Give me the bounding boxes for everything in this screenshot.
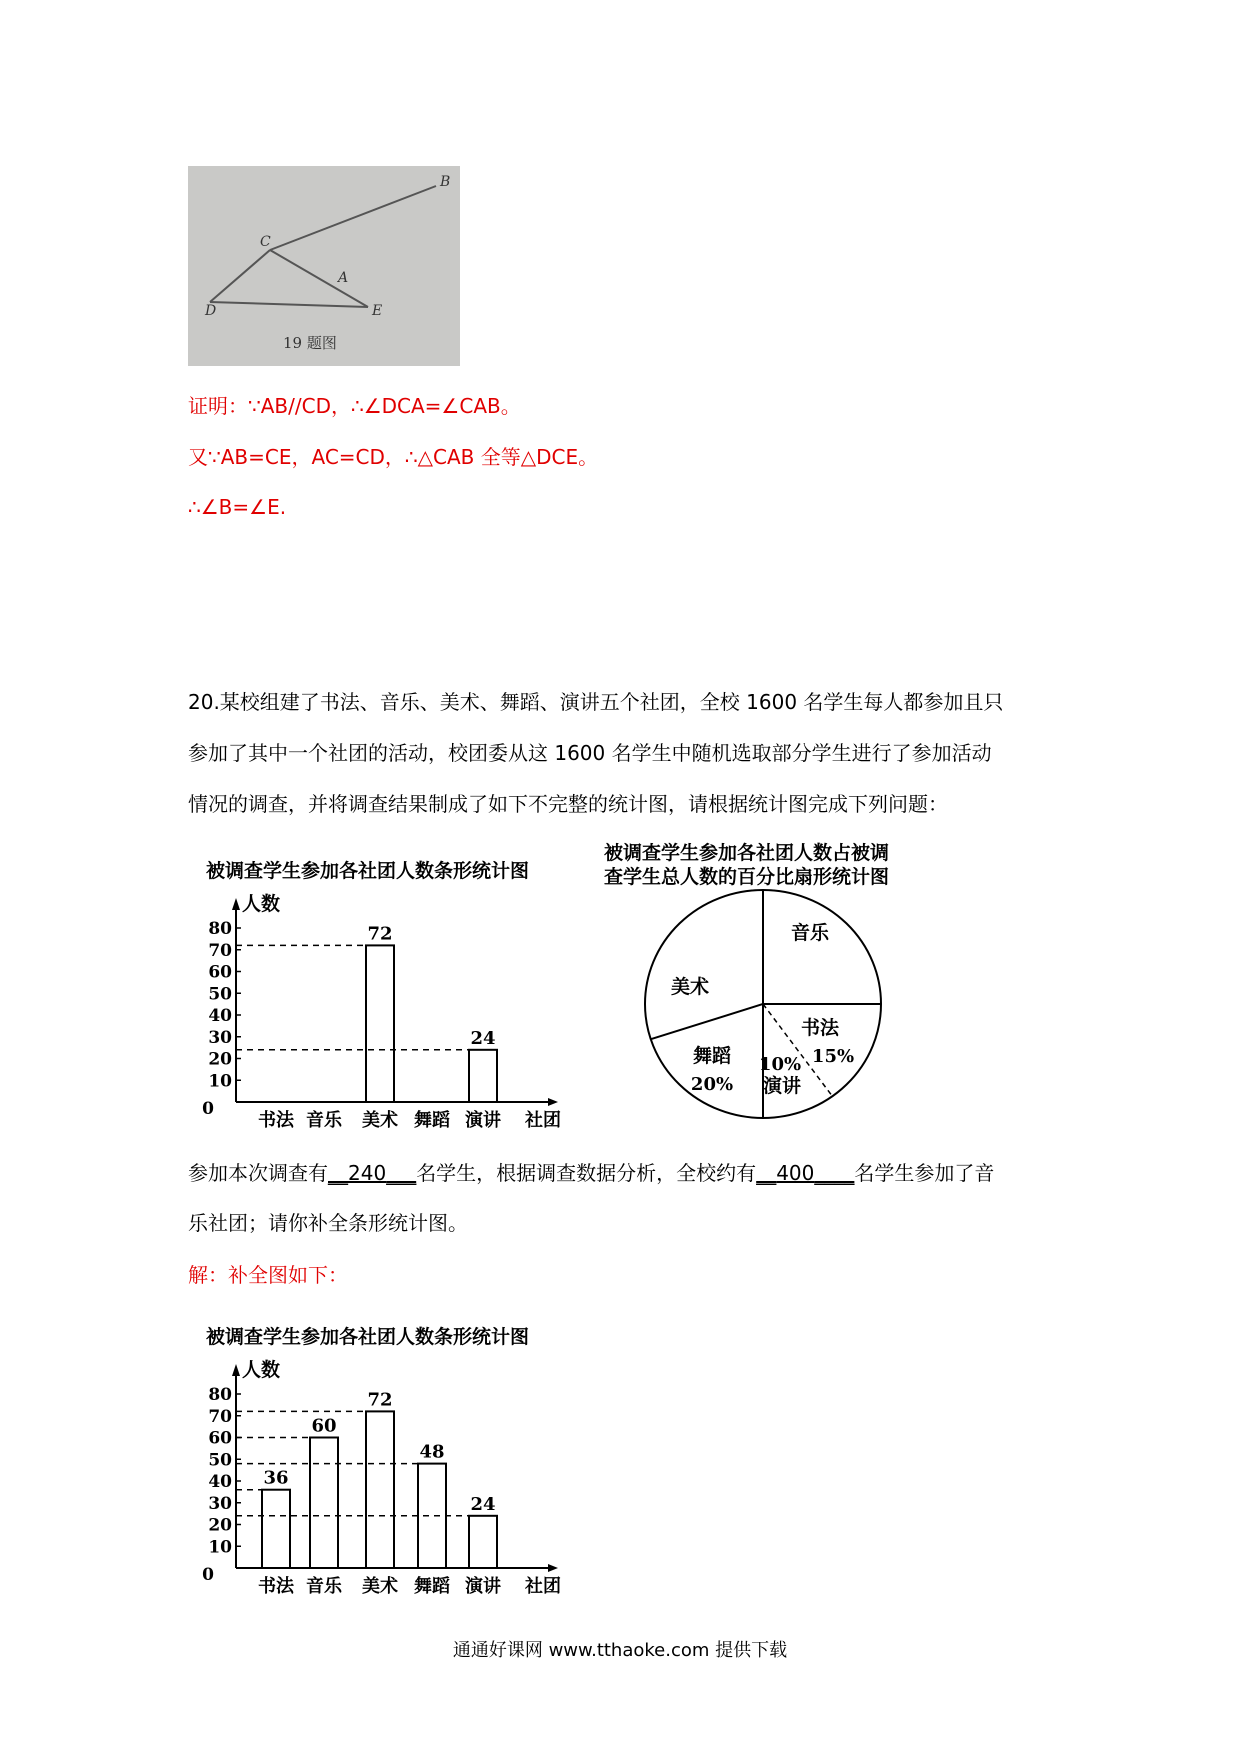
bar xyxy=(469,1050,497,1102)
bar xyxy=(418,1464,446,1568)
y-axis-label: 人数 xyxy=(242,893,281,915)
pie-slice-name: 书法 xyxy=(800,1017,840,1039)
y-tick-label: 10 xyxy=(208,1537,232,1558)
x-axis-label: 社团 xyxy=(525,1110,561,1130)
answer-line-1 xyxy=(188,1159,1068,1187)
data-label: 24 xyxy=(470,1027,496,1049)
answer-text-a: 参加本次调查有 xyxy=(188,1161,328,1185)
answer-text-c: 名学生参加了音 xyxy=(854,1161,995,1185)
x-tick-label: 演讲 xyxy=(465,1110,501,1130)
pie-slice-percent: 10% xyxy=(758,1054,802,1075)
y-tick-label: 80 xyxy=(208,1385,232,1405)
answer-line-2: 乐社团；请你补全条形统计图。 xyxy=(188,1211,468,1235)
x-tick-label: 演讲 xyxy=(465,1576,501,1596)
y-tick-label: 20 xyxy=(208,1515,232,1536)
pie-slice-name: 音乐 xyxy=(790,922,830,944)
pie-slice-name: 美术 xyxy=(670,976,710,998)
x-axis-label: 社团 xyxy=(525,1576,561,1596)
bar-chart-1 xyxy=(188,880,578,1130)
y-tick-label: 60 xyxy=(208,962,232,983)
bar-chart-1-title: 被调查学生参加各社团人数条形统计图 xyxy=(206,860,530,882)
x-tick-label: 美术 xyxy=(362,1576,398,1596)
pie-chart-title-line-2: 查学生总人数的百分比扇形统计图 xyxy=(604,866,890,888)
x-tick-label: 舞蹈 xyxy=(414,1576,450,1596)
pie-chart-title-line-1: 被调查学生参加各社团人数占被调 xyxy=(604,842,890,864)
y-tick-label: 30 xyxy=(208,1027,232,1048)
x-axis-arrow xyxy=(548,1564,558,1572)
question-20-line-1: 20.某校组建了书法、音乐、美术、舞蹈、演讲五个社团，全校 1600 名学生每人都参加且只 xyxy=(188,690,1004,714)
bar xyxy=(469,1516,497,1568)
proof-line-1: 证明：∵AB//CD，∴∠DCA=∠CAB。 xyxy=(188,394,521,418)
x-tick-label: 音乐 xyxy=(306,1110,342,1130)
y-tick-label: 50 xyxy=(208,984,232,1005)
pie-slice-name: 演讲 xyxy=(762,1075,802,1097)
triangle-diagram xyxy=(188,166,460,366)
point-label-e: E xyxy=(372,303,383,319)
pie-slice-percent: 15% xyxy=(811,1046,855,1067)
question-20-line-2: 参加了其中一个社团的活动，校团委从这 1600 名学生中随机选取部分学生进行了参加活动 xyxy=(188,741,992,765)
point-label-b: B xyxy=(440,174,451,190)
answer-text-b: 名学生，根据调查数据分析，全校约有 xyxy=(416,1161,757,1185)
pie-slice-percent: 20% xyxy=(690,1074,734,1095)
y-tick-label: 0 xyxy=(202,1099,214,1119)
y-tick-label: 10 xyxy=(208,1071,232,1092)
x-tick-label: 美术 xyxy=(362,1110,398,1130)
y-axis-arrow xyxy=(232,1364,240,1376)
data-label: 72 xyxy=(367,1389,393,1411)
y-tick-label: 70 xyxy=(208,1406,232,1427)
proof-line-2: 又∵AB=CE，AC=CD，∴△CAB 全等△DCE。 xyxy=(188,445,599,469)
x-tick-label: 舞蹈 xyxy=(414,1110,450,1130)
answer-blank-2: __400____ xyxy=(756,1161,855,1185)
proof-line-3: ∴∠B=∠E. xyxy=(188,495,287,519)
y-tick-label: 40 xyxy=(208,1006,232,1026)
y-tick-label: 70 xyxy=(208,940,232,961)
data-label: 60 xyxy=(311,1415,337,1437)
data-label: 48 xyxy=(419,1441,445,1463)
x-tick-label: 音乐 xyxy=(306,1576,342,1596)
y-tick-label: 50 xyxy=(208,1450,232,1471)
solution-line: 解：补全图如下： xyxy=(188,1263,348,1287)
pie-slice-name: 舞蹈 xyxy=(692,1045,732,1067)
data-label: 72 xyxy=(367,923,393,945)
y-tick-label: 20 xyxy=(208,1049,232,1070)
bar xyxy=(366,945,394,1102)
x-tick-label: 书法 xyxy=(258,1576,294,1596)
pie-chart xyxy=(630,886,900,1142)
point-label-a: A xyxy=(338,270,349,286)
bar xyxy=(366,1411,394,1568)
point-label-c: C xyxy=(260,234,271,250)
bar xyxy=(310,1438,338,1569)
y-axis-arrow xyxy=(232,898,240,910)
x-axis-arrow xyxy=(548,1098,558,1106)
y-tick-label: 30 xyxy=(208,1493,232,1514)
bar-chart-2-title: 被调查学生参加各社团人数条形统计图 xyxy=(206,1326,530,1348)
data-label: 24 xyxy=(470,1493,496,1515)
question-20-line-3: 情况的调查，并将调查结果制成了如下不完整的统计图，请根据统计图完成下列问题： xyxy=(188,792,948,816)
y-tick-label: 60 xyxy=(208,1428,232,1449)
y-axis-label: 人数 xyxy=(242,1359,281,1381)
bar-chart-2 xyxy=(188,1346,578,1596)
answer-blank-1: __240___ xyxy=(328,1161,417,1185)
point-label-d: D xyxy=(205,303,217,319)
data-label: 36 xyxy=(263,1467,289,1489)
y-tick-label: 80 xyxy=(208,919,232,939)
footer-credit: 通通好课网 www.tthaoke.com 提供下载 xyxy=(452,1640,788,1661)
figure-caption: 19 题图 xyxy=(283,334,337,352)
x-tick-label: 书法 xyxy=(258,1110,294,1130)
figure-19 xyxy=(188,166,460,366)
y-tick-label: 0 xyxy=(202,1565,214,1585)
y-tick-label: 40 xyxy=(208,1472,232,1492)
bar xyxy=(262,1490,290,1568)
